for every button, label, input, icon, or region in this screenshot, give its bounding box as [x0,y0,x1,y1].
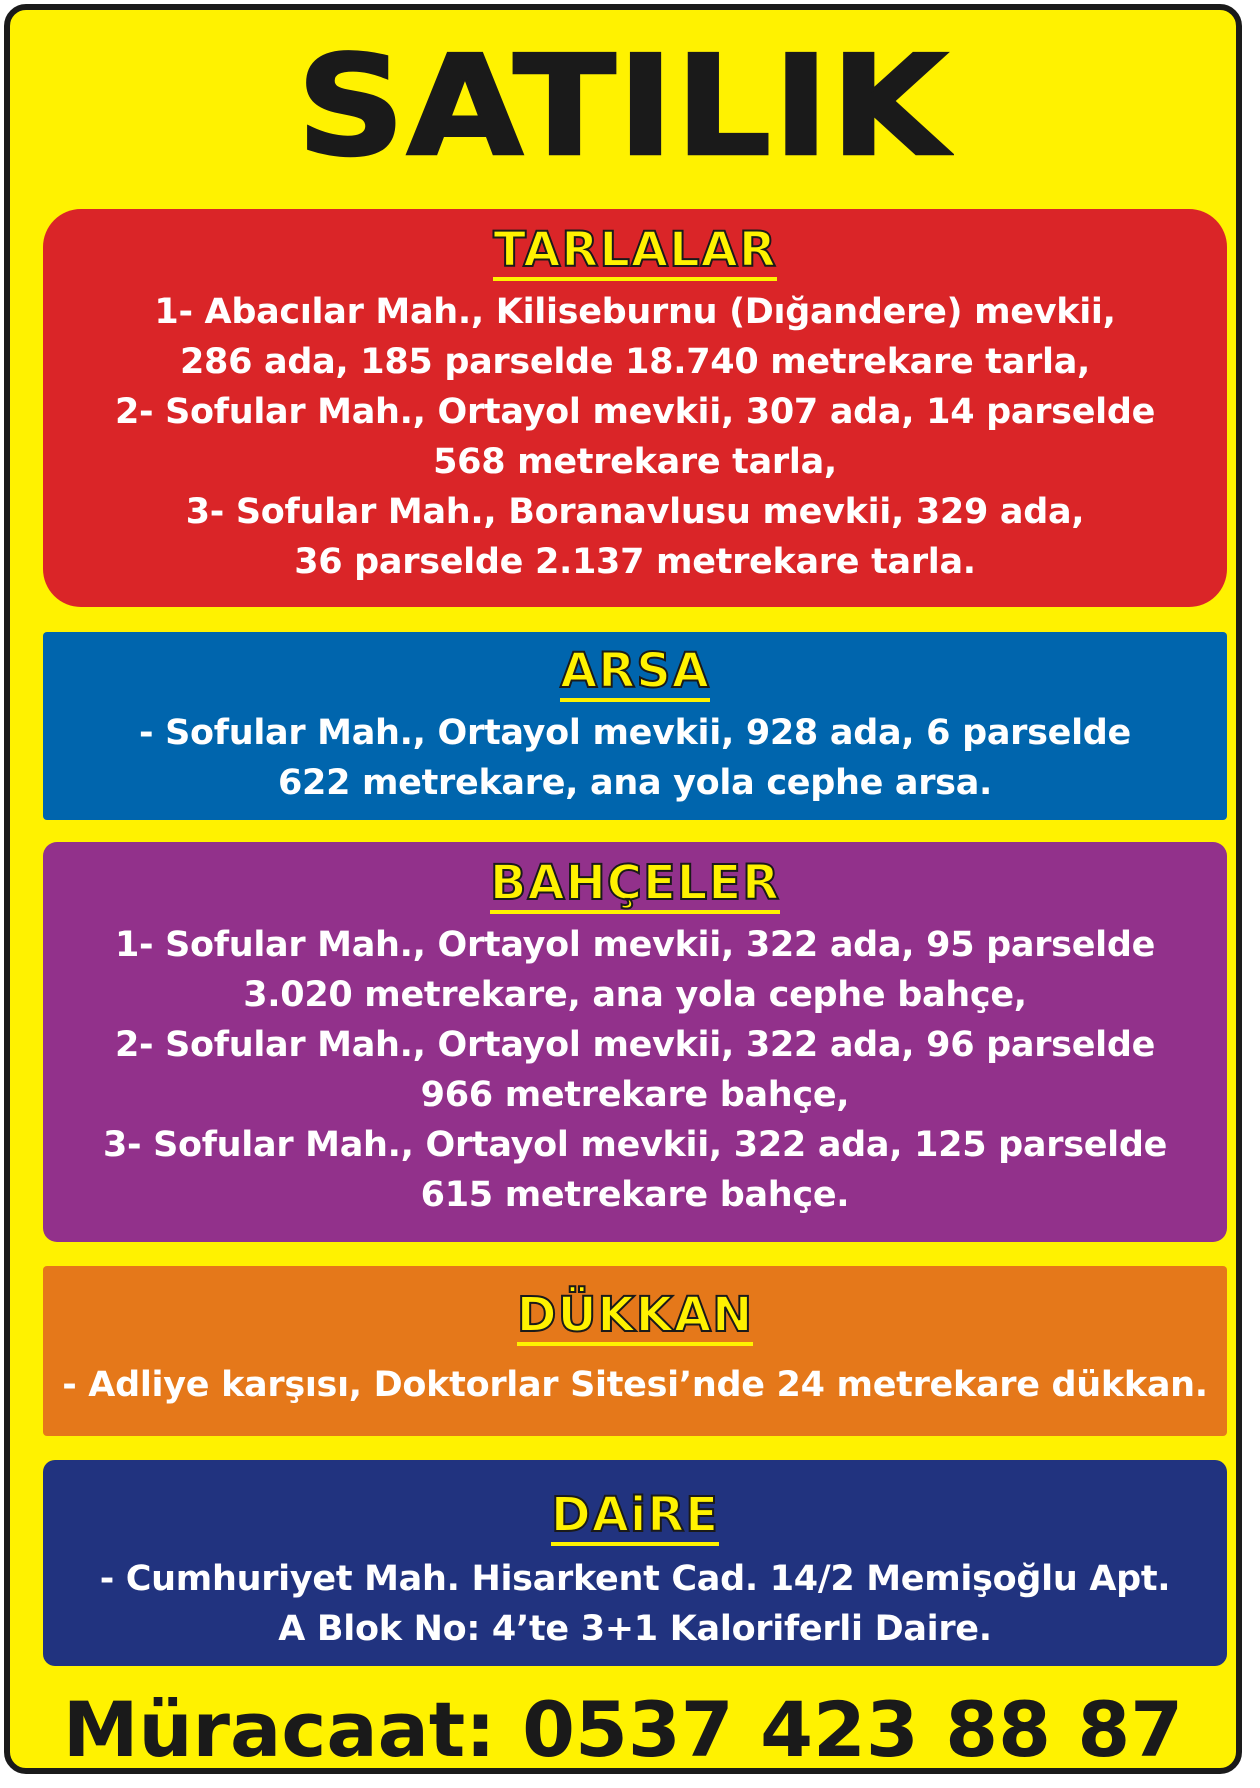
listing-line: 568 metrekare tarla, [433,442,837,482]
main-title: SATILIK [296,26,950,188]
section-bahceler-title: BAHÇELER [490,856,780,914]
listing-line: 2- Sofular Mah., Ortayol mevkii, 322 ada, 96 parselde [114,1025,1156,1065]
section-arsa-title: ARSA [560,644,710,702]
listing-line: 966 metrekare bahçe, [420,1075,850,1115]
section-arsa-lines [43,708,1227,808]
section-daire-title: DAiRE [551,1488,719,1546]
section-dukkan [43,1266,1227,1436]
listing-line: 2- Sofular Mah., Ortayol mevkii, 307 ada, 14 parselde [114,392,1156,432]
section-daire-lines [43,1554,1227,1654]
listing-line: A Blok No: 4’te 3+1 Kaloriferli Daire. [278,1609,992,1649]
contact-phone: Müracaat: 0537 423 88 87 [62,1685,1184,1774]
listing-line: - Sofular Mah., Ortayol mevkii, 928 ada, 6 parselde [139,713,1131,753]
poster [4,4,1242,1774]
section-tarlalar-lines [43,287,1227,587]
listing-line: 3- Sofular Mah., Boranavlusu mevkii, 329 ada, [185,492,1085,532]
listing-line: 36 parselde 2.137 metrekare tarla. [294,542,976,582]
listing-line: 3.020 metrekare, ana yola cephe bahçe, [243,975,1027,1015]
listing-line: 286 ada, 185 parselde 18.740 metrekare tarla, [179,342,1091,382]
listing-line: 1- Abacılar Mah., Kiliseburnu (Dığandere) mevkii, [154,292,1116,332]
section-dukkan-lines [43,1360,1227,1410]
section-tarlalar [43,209,1227,607]
section-daire [43,1460,1227,1666]
listing-line: - Adliye karşısı, Doktorlar Sitesi’nde 24 metrekare dükkan. [62,1365,1208,1405]
listing-line: 622 metrekare, ana yola cephe arsa. [277,763,993,803]
listing-line: 1- Sofular Mah., Ortayol mevkii, 322 ada, 95 parselde [114,925,1156,965]
listing-line: - Cumhuriyet Mah. Hisarkent Cad. 14/2 Memişoğlu Apt. [99,1559,1171,1599]
section-bahceler [43,842,1227,1242]
listing-line: 3- Sofular Mah., Ortayol mevkii, 322 ada, 125 parselde [102,1125,1168,1165]
listing-line: 615 metrekare bahçe. [420,1175,850,1215]
section-bahceler-lines [43,920,1227,1220]
section-arsa [43,632,1227,820]
section-dukkan-title: DÜKKAN [517,1288,754,1346]
section-tarlalar-title: TARLALAR [493,223,777,281]
